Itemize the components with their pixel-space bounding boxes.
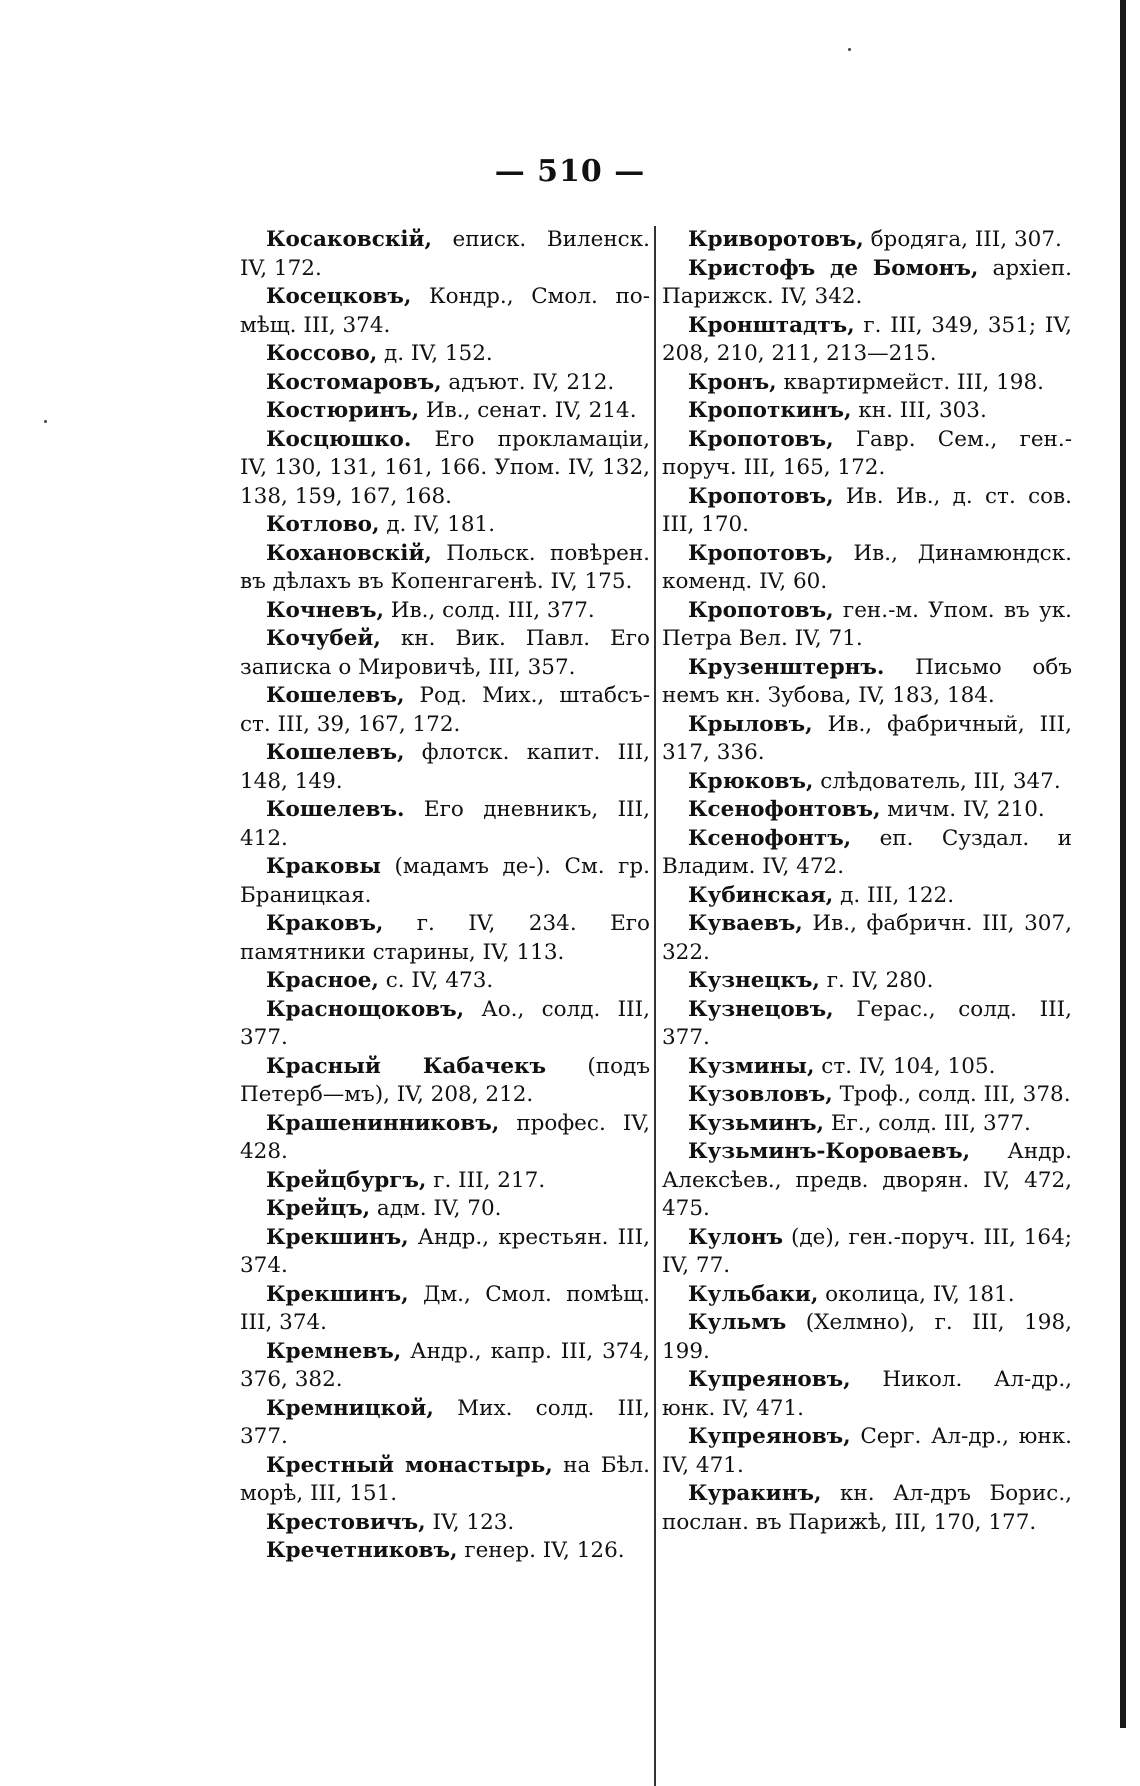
index-reference: д. III, 122. <box>833 882 955 908</box>
index-headword: Ксенофонтъ, <box>688 825 852 851</box>
index-reference: Ив., сенат. IV, 214. <box>419 398 637 423</box>
index-headword: Косцюшко. <box>266 426 412 452</box>
index-headword: Куваевъ, <box>688 911 803 936</box>
index-headword: Котлово, <box>266 512 380 537</box>
index-reference: еписк. Виленск. IV, 172. <box>240 227 650 281</box>
index-entry <box>662 1138 1072 1224</box>
index-entry <box>662 711 1072 768</box>
index-reference: ген.-м. Упом. въ ук. Петра Вел. IV, 71. <box>662 597 1072 651</box>
index-entry <box>240 796 650 853</box>
index-headword: Крузенштернъ. <box>688 654 885 680</box>
index-reference: Его дневникъ, III, 412. <box>240 797 650 851</box>
index-headword: Купреяновъ, <box>688 1424 851 1449</box>
index-entry <box>240 597 650 626</box>
index-entry <box>240 1395 650 1452</box>
index-reference: (Хелмно), г. III, 198, 199. <box>662 1310 1072 1364</box>
scan-speck <box>848 48 851 51</box>
index-entry <box>240 1167 650 1196</box>
index-headword: Крейцбургъ, <box>266 1167 427 1193</box>
index-reference: на Бѣл. морѣ, III, 151. <box>240 1452 650 1506</box>
index-entry <box>662 397 1072 426</box>
index-entry <box>662 1224 1072 1281</box>
index-reference: Андр., крестьян. III, 374. <box>240 1224 650 1278</box>
index-entry <box>240 540 650 597</box>
index-reference: Ив., солд. III, 377. <box>383 597 595 623</box>
index-entry <box>662 996 1072 1053</box>
index-entry <box>240 1110 650 1167</box>
index-entry <box>240 369 650 398</box>
index-entry <box>240 283 650 340</box>
index-entry <box>240 1281 650 1338</box>
index-headword: Кронъ, <box>688 369 777 395</box>
index-headword: Кропотовъ, <box>688 540 834 566</box>
index-reference: кн. III, 303. <box>851 398 987 423</box>
index-headword: Красный Кабачекъ <box>266 1053 547 1079</box>
index-entry <box>662 1480 1072 1537</box>
index-reference: мичм. IV, 210. <box>880 797 1045 822</box>
index-headword: Кузьминъ-Короваевъ, <box>688 1139 971 1164</box>
index-headword: Кузмины, <box>688 1053 815 1079</box>
scan-speck <box>44 420 47 423</box>
index-reference: кн. Вик. Павл. Его записка о Мировичѣ, III, 357. <box>240 626 650 680</box>
index-entry <box>240 1195 650 1224</box>
index-reference: Андр. Алексѣев., предв. дворян. IV, 472, 475. <box>662 1139 1072 1221</box>
index-entry <box>240 511 650 540</box>
index-headword: Купреяновъ, <box>688 1367 851 1392</box>
index-reference: околица, IV, 181. <box>818 1281 1015 1307</box>
index-entry <box>662 597 1072 654</box>
index-entry <box>662 1366 1072 1423</box>
index-headword: Ксенофонтовъ, <box>688 797 881 822</box>
index-entry <box>240 1537 650 1566</box>
index-headword: Кузнецовъ, <box>688 996 834 1022</box>
index-reference: Род. Мих., штабсъ-ст. III, 39, 167, 172. <box>240 683 650 737</box>
index-reference: Ив., фабричн. III, 307, 322. <box>662 911 1072 965</box>
index-entry <box>240 340 650 369</box>
index-reference: Ег., солд. III, 377. <box>823 1110 1031 1136</box>
index-reference: IV, 123. <box>425 1509 515 1535</box>
index-headword: Кочубей, <box>266 626 381 651</box>
index-headword: Кристофъ де Бомонъ, <box>688 255 979 281</box>
index-entry <box>240 226 650 283</box>
index-headword: Краковы <box>266 854 381 879</box>
index-entry <box>240 1338 650 1395</box>
index-entry <box>240 1452 650 1509</box>
index-column-right <box>662 226 1072 1537</box>
index-entry <box>662 312 1072 369</box>
index-reference: г. III, 217. <box>426 1167 546 1193</box>
index-headword: Крекшинъ, <box>266 1224 409 1250</box>
index-headword: Кульбаки, <box>688 1281 819 1307</box>
index-headword: Красное, <box>266 968 379 993</box>
index-entry <box>662 796 1072 825</box>
index-reference: г. III, 349, 351; IV, 208, 210, 211, 213—215. <box>662 312 1072 366</box>
index-reference: профес. IV, 428. <box>240 1110 650 1164</box>
index-entry <box>662 910 1072 967</box>
index-reference: Троф., солд. III, 378. <box>832 1082 1071 1107</box>
index-entry <box>240 1224 650 1281</box>
index-entry <box>240 967 650 996</box>
index-reference: (де), ген.-поруч. III, 164; IV, 77. <box>662 1224 1072 1278</box>
index-entry <box>240 1053 650 1110</box>
page-number: — 510 — <box>494 154 646 189</box>
index-headword: Кропотовъ, <box>688 597 834 623</box>
index-entry <box>662 369 1072 398</box>
index-reference: Польск. повѣрен. въ дѣлахъ въ Копенгагенѣ. IV, 175. <box>240 540 650 594</box>
index-reference: Ив. Ив., д. ст. сов. III, 170. <box>662 483 1072 537</box>
index-reference: адъют. IV, 212. <box>441 369 615 395</box>
index-headword: Кохановскій, <box>266 540 432 566</box>
index-headword: Костюринъ, <box>266 398 420 423</box>
index-reference: квартирмейст. III, 198. <box>776 369 1044 395</box>
index-column-left <box>240 226 650 1566</box>
index-reference: бродяга, III, 307. <box>863 227 1062 252</box>
index-reference: еп. Суздал. и Владим. IV, 472. <box>662 825 1072 879</box>
index-headword: Коссово, <box>266 341 378 366</box>
index-entry <box>662 1423 1072 1480</box>
index-entry <box>240 625 650 682</box>
index-headword: Крекшинъ, <box>266 1281 409 1307</box>
index-headword: Косаковскій, <box>266 227 432 252</box>
index-headword: Кочневъ, <box>266 597 384 623</box>
index-headword: Кропотовъ, <box>688 483 834 509</box>
index-reference: Ив., фабричный, III, 317, 336. <box>662 711 1072 765</box>
index-headword: Кошелевъ, <box>266 740 405 765</box>
index-entry <box>240 853 650 910</box>
index-headword: Краковъ, <box>266 911 384 936</box>
index-reference: (мадамъ де-). См. гр. Браницкая. <box>240 854 650 908</box>
index-headword: Кубинская, <box>688 882 834 908</box>
index-headword: Кропотовъ, <box>688 426 834 452</box>
index-reference: слѣдователь, III, 347. <box>813 768 1061 794</box>
index-reference: Андр., капр. III, 374, 376, 382. <box>240 1338 650 1392</box>
index-reference: Мих. солд. III, 377. <box>240 1395 650 1449</box>
index-headword: Косецковъ, <box>266 284 412 309</box>
index-reference: генер. IV, 126. <box>457 1538 625 1563</box>
index-reference: (подъ Петерб—мъ), IV, 208, 212. <box>240 1053 650 1107</box>
index-headword: Крейцъ, <box>266 1196 371 1221</box>
index-entry <box>662 483 1072 540</box>
index-entry <box>240 682 650 739</box>
index-entry <box>240 910 650 967</box>
index-reference: д. IV, 152. <box>377 341 493 366</box>
index-reference: г. IV, 234. Его памятники старины, IV, 113. <box>240 911 650 965</box>
index-headword: Кузьминъ, <box>688 1110 824 1136</box>
index-reference: г. IV, 280. <box>819 968 934 993</box>
index-entry <box>662 540 1072 597</box>
index-headword: Кремневъ, <box>266 1338 402 1364</box>
index-entry <box>662 1110 1072 1139</box>
index-entry <box>662 654 1072 711</box>
index-headword: Кропоткинъ, <box>688 398 852 423</box>
index-reference: ст. IV, 104, 105. <box>814 1053 996 1079</box>
index-reference: Герас., солд. III, 377. <box>662 996 1072 1050</box>
index-entry <box>662 1053 1072 1082</box>
index-reference: Никол. Ал-др., юнк. IV, 471. <box>662 1367 1072 1421</box>
index-headword: Кречетниковъ, <box>266 1538 458 1563</box>
index-reference: архіеп. Парижск. IV, 342. <box>662 255 1072 309</box>
index-entry <box>662 255 1072 312</box>
index-headword: Костомаровъ, <box>266 369 442 395</box>
index-entry <box>662 1081 1072 1110</box>
index-reference: Ив., Динамюндск. коменд. IV, 60. <box>662 540 1072 594</box>
index-headword: Крыловъ, <box>688 711 813 737</box>
index-headword: Кузнецкъ, <box>688 968 820 993</box>
index-reference: Его прокламаціи, IV, 130, 131, 161, 166. Упом. IV, 132, 138, 159, 167, 168. <box>240 426 650 509</box>
index-entry <box>240 1509 650 1538</box>
index-reference: д. IV, 181. <box>379 512 496 537</box>
index-reference: адм. IV, 70. <box>370 1196 502 1221</box>
index-entry <box>662 1309 1072 1366</box>
index-reference: Дм., Смол. помѣщ. III, 374. <box>240 1281 650 1335</box>
index-headword: Криворотовъ, <box>688 227 864 252</box>
index-headword: Краснощоковъ, <box>266 996 465 1022</box>
index-entry <box>662 882 1072 911</box>
column-divider <box>654 226 656 1786</box>
index-entry <box>240 397 650 426</box>
index-entry <box>662 768 1072 797</box>
index-headword: Крюковъ, <box>688 768 814 794</box>
index-reference: Ао., солд. III, 377. <box>240 996 650 1050</box>
index-entry <box>240 739 650 796</box>
index-reference: Серг. Ал-др., юнк. IV, 471. <box>662 1424 1072 1478</box>
index-entry <box>662 426 1072 483</box>
index-reference: флотск. капит. III, 148, 149. <box>240 740 650 794</box>
index-headword: Кошелевъ. <box>266 797 405 822</box>
index-headword: Кулонъ <box>688 1224 784 1250</box>
index-headword: Кузовловъ, <box>688 1082 833 1107</box>
index-entry <box>662 1281 1072 1310</box>
index-headword: Крестовичъ, <box>266 1509 426 1535</box>
index-entry <box>662 226 1072 255</box>
index-reference: Гавр. Сем., ген.-поруч. III, 165, 172. <box>662 426 1072 480</box>
index-headword: Крестный монастырь, <box>266 1452 553 1478</box>
index-entry <box>662 825 1072 882</box>
index-headword: Куракинъ, <box>688 1481 822 1506</box>
index-headword: Кремницкой, <box>266 1395 434 1421</box>
index-reference: Кондр., Смол. по-мѣщ. III, 374. <box>240 284 650 338</box>
index-reference: с. IV, 473. <box>378 968 494 993</box>
index-headword: Крашенинниковъ, <box>266 1110 500 1136</box>
page-edge-shadow <box>1120 0 1126 1728</box>
index-headword: Кронштадтъ, <box>688 312 855 338</box>
index-headword: Кошелевъ, <box>266 683 405 708</box>
index-reference: Письмо объ немъ кн. Зубова, IV, 183, 184. <box>662 654 1072 708</box>
index-reference: кн. Ал-дръ Борис., послан. въ Парижѣ, III, 170, 177. <box>662 1481 1072 1535</box>
index-entry <box>240 426 650 512</box>
index-entry <box>662 967 1072 996</box>
index-entry <box>240 996 650 1053</box>
index-headword: Кульмъ <box>688 1310 787 1335</box>
